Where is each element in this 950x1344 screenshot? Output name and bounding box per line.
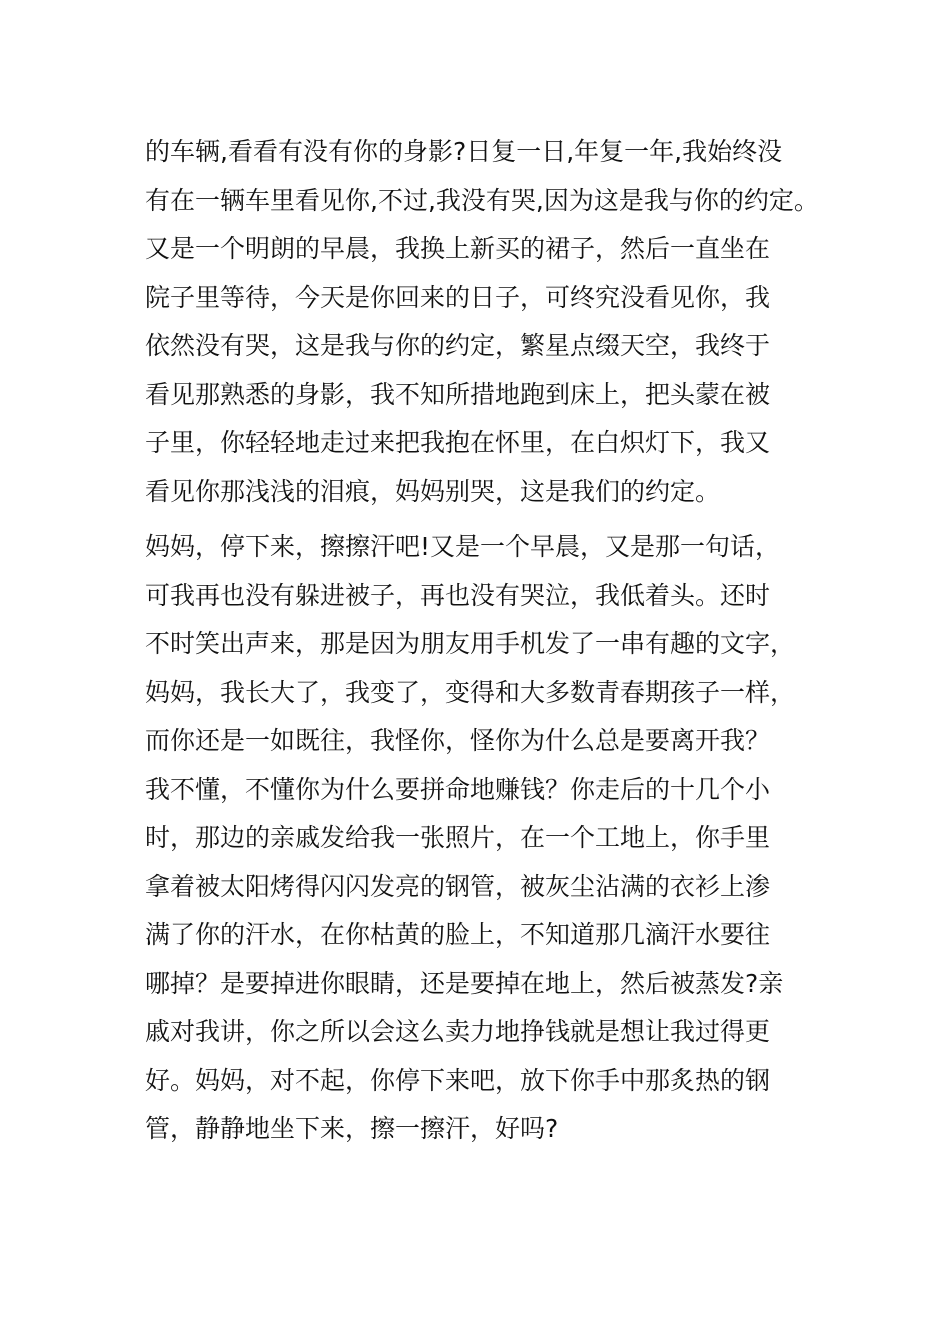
text-line: 管，静静地坐下来，擦一擦汗，好吗? (145, 1114, 559, 1143)
text-line: 哪掉？是要掉进你眼睛，还是要掉在地上，然后被蒸发?亲 (145, 968, 784, 998)
paragraph-gap (145, 516, 845, 523)
text-line: 妈妈，我长大了，我变了，变得和大多数青春期孩子一样， (145, 677, 796, 707)
text-line: 有在一辆车里看见你,不过,我没有哭,因为这是我与你的约定。 (145, 185, 819, 215)
text-line: 可我再也没有躲进被子，再也没有哭泣，我低着头。还时 (145, 580, 771, 610)
text-line: 而你还是一如既往，我怪你，怪你为什么总是要离开我？ (145, 726, 771, 755)
text-line: 子里，你轻轻地走过来把我抱在怀里，在白炽灯下，我又 (145, 428, 771, 457)
text-line: 时，那边的亲戚发给我一张照片，在一个工地上，你手里 (145, 823, 771, 852)
text-line: 又是一个明朗的早晨，我换上新买的裙子，然后一直坐在 (145, 234, 771, 263)
text-line: 拿着被太阳烤得闪闪发亮的钢管，被灰尘沾满的衣衫上渗 (145, 871, 771, 901)
text-line: 我不懂，不懂你为什么要拼命地赚钱？你走后的十几个小 (145, 774, 771, 804)
text-line: 戚对我讲，你之所以会这么卖力地挣钱就是想让我过得更 (145, 1017, 771, 1046)
text-line: 的车辆,看看有没有你的身影?日复一日,年复一年,我始终没 (145, 137, 783, 166)
text-line: 满了你的汗水，在你枯黄的脸上，不知道那几滴汗水要往 (145, 920, 771, 949)
text-line: 看见你那浅浅的泪痕，妈妈别哭，这是我们的约定。 (145, 476, 721, 506)
text-line: 依然没有哭，这是我与你的约定，繁星点缀天空，我终于 (145, 331, 771, 360)
text-line: 院子里等待，今天是你回来的日子，可终究没看见你，我 (145, 282, 771, 312)
text-line: 好。妈妈，对不起，你停下来吧，放下你手中那炙热的钢 (145, 1065, 771, 1095)
text-line: 妈妈，停下来，擦擦汗吧!又是一个早晨，又是那一句话， (145, 532, 781, 561)
body-text (145, 128, 845, 1154)
text-line: 不时笑出声来，那是因为朋友用手机发了一串有趣的文字， (145, 629, 796, 658)
text-line: 看见那熟悉的身影，我不知所措地跑到床上，把头蒙在被 (145, 379, 771, 409)
